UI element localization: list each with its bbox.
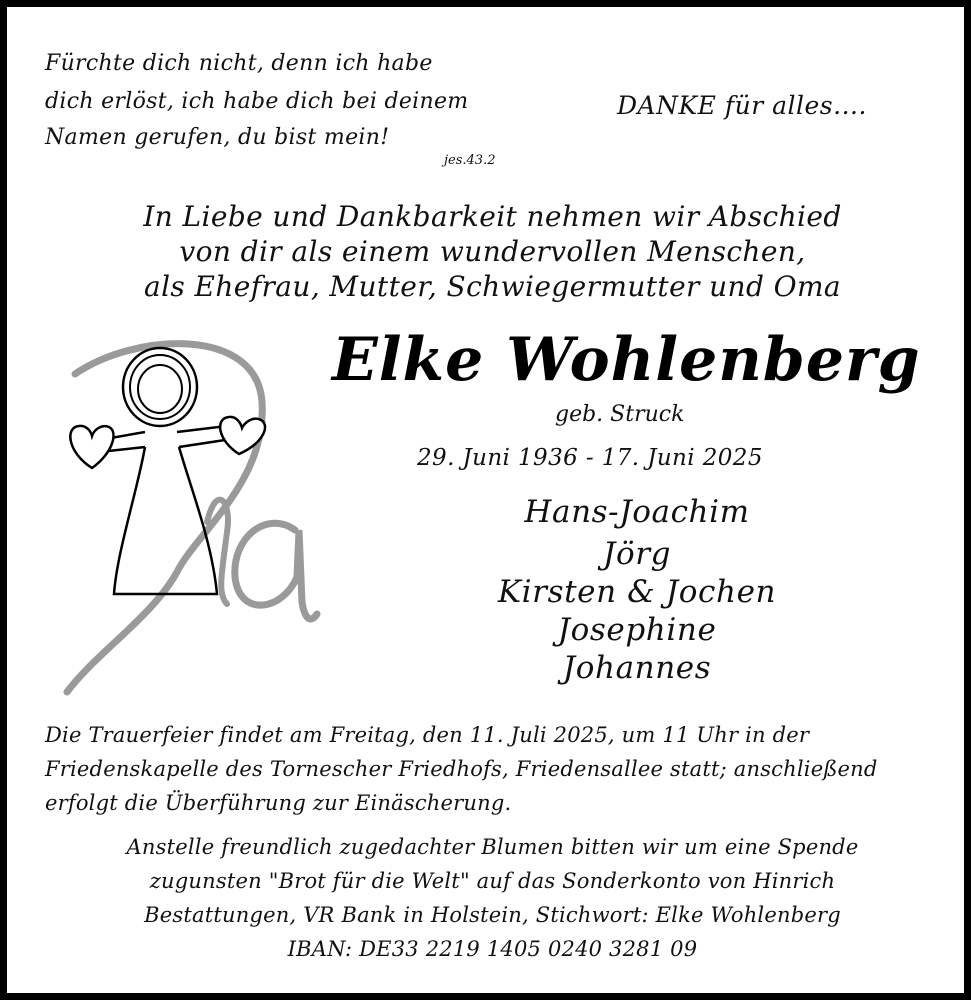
donation-line-3: Bestattungen, VR Bank in Holstein, Stichwort: Elke Wohlenberg <box>144 903 841 927</box>
donation-iban: IBAN: DE33 2219 1405 0240 3281 09 <box>287 937 698 961</box>
intro-line-2: von dir als einem wundervollen Menschen, <box>179 235 806 268</box>
family-member: Josephine <box>557 612 717 648</box>
service-line-1: Die Trauerfeier findet am Freitag, den 11. Juli 2025, um 11 Uhr in der <box>45 723 810 747</box>
deceased-name: Elke Wohlenberg <box>332 325 921 395</box>
quote-line-2: dich erlöst, ich habe dich bei deinem <box>45 89 469 114</box>
quote-line-3: Namen gerufen, du bist mein! <box>45 125 390 150</box>
quote-reference: jes.43.2 <box>444 153 496 168</box>
life-dates: 29. Juni 1936 - 17. Juni 2025 <box>417 445 763 471</box>
donation-line-1: Anstelle freundlich zugedachter Blumen bitten wir um eine Spende <box>126 835 859 859</box>
thanks-text: DANKE für alles.... <box>617 91 867 120</box>
service-line-3: erfolgt die Überführung zur Einäscherung. <box>45 791 512 815</box>
family-member: Kirsten & Jochen <box>497 574 777 610</box>
birth-name: geb. Struck <box>555 402 685 427</box>
family-member: Hans-Joachim <box>524 494 750 530</box>
angel-with-hearts-icon <box>57 332 327 702</box>
quote-line-1: Fürchte dich nicht, denn ich habe <box>45 51 433 76</box>
donation-line-2: zugunsten "Brot für die Welt" auf das Sonderkonto von Hinrich <box>149 869 836 893</box>
intro-line-1: In Liebe und Dankbarkeit nehmen wir Abschied <box>143 200 842 233</box>
service-line-2: Friedenskapelle des Tornescher Friedhofs, Friedensallee statt; anschließend <box>45 757 878 781</box>
family-member: Johannes <box>562 650 712 686</box>
family-member: Jörg <box>602 536 672 572</box>
intro-line-3: als Ehefrau, Mutter, Schwiegermutter und Oma <box>143 270 842 303</box>
